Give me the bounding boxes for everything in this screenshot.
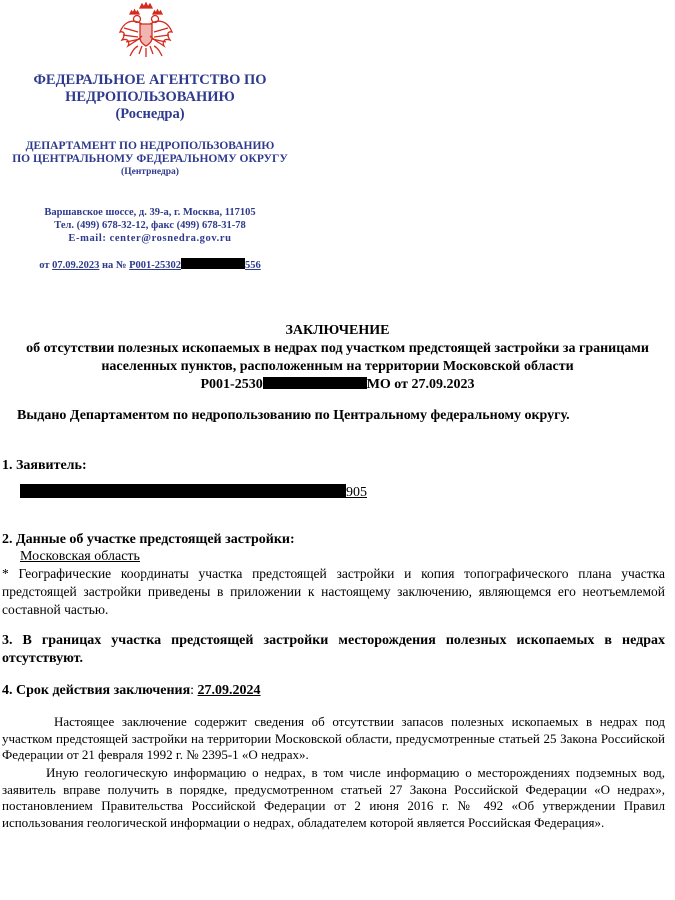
document-number-start: Р001-2530 [200, 377, 263, 392]
issued-by-line: Выдано Департаментом по недропользованию по Центральному федеральному округу. [17, 408, 570, 423]
section-4-line [2, 682, 665, 700]
redaction-bar [20, 484, 346, 498]
document-subtitle-line1: об отсутствии полезных ископаемых в недрах под участком предстоящей застройки за границами [26, 341, 649, 356]
phone-line: Тел. (499) 678-32-12, факс (499) 678-31-78 [54, 220, 246, 231]
applicant-value [20, 484, 675, 502]
ref-number-label: на № [102, 260, 127, 271]
document-number [0, 376, 675, 394]
email-line: E-mail: center@rosnedra.gov.ru [68, 233, 232, 244]
paragraph-legal-basis: Настоящее заключение содержит сведения об отсутствии запасов полезных ископаемых в недрах под участком предстоящей застройки на территории Московской области, предусмотренные статьей 25 Закона Российской Федерации от 21 февраля 1992 г. № 2395-1 «О недрах». [2, 714, 665, 762]
document-title: ЗАКЛЮЧЕНИЕ [285, 323, 390, 338]
department-name-line1: ДЕПАРТАМЕНТ ПО НЕДРОПОЛЬЗОВАНИЮ [25, 140, 275, 152]
coordinates-note: * Географические координаты участка предстоящей застройки и копия топографического плана участка предстоящей застройки приведены в приложении к настоящему заключению, являющемся его неотъемлемой составной частью. [2, 566, 665, 617]
section-2-title: 2. Данные об участке предстоящей застройки: [2, 532, 295, 547]
validity-colon: : [190, 683, 198, 698]
document-title-block [0, 322, 675, 394]
agency-header [0, 72, 300, 123]
agency-short-name: (Роснедра) [115, 106, 185, 122]
site-region: Московская область [20, 549, 140, 564]
address-line: Варшавское шоссе, д. 39-а, г. Москва, 117105 [44, 207, 256, 218]
department-name-line2: ПО ЦЕНТРАЛЬНОМУ ФЕДЕРАЛЬНОМУ ОКРУГУ [12, 153, 288, 165]
applicant-value-end: 905 [346, 485, 367, 500]
section-1-title: 1. Заявитель: [2, 458, 87, 473]
ref-from-label: от [39, 260, 50, 271]
coat-of-arms-emblem [118, 2, 174, 62]
agency-name-line1: ФЕДЕРАЛЬНОЕ АГЕНТСТВО ПО [33, 72, 267, 88]
paragraph-other-info: Иную геологическую информацию о недрах, в том числе информацию о месторождениях подземных вод, заявитель вправе получить в порядке, предусмотренном статьей 27 Закона Российской Федерации «О недрах», постановлением Правительства Российской Федерации от 2 июня 2016 г. № 492 «Об утверждении Правил использования геологической информации о недрах, обладателем которой является Российская Федерация». [2, 765, 665, 830]
redaction-bar [263, 377, 367, 389]
contact-block [0, 206, 300, 245]
document-number-end: МО от 27.09.2023 [366, 377, 475, 392]
agency-name-line2: НЕДРОПОЛЬЗОВАНИЮ [65, 89, 235, 105]
validity-date: 27.09.2024 [197, 683, 261, 698]
reference-line [0, 258, 300, 272]
ref-number [129, 260, 261, 271]
ref-number-end: 556 [245, 260, 261, 271]
redaction-bar [181, 258, 245, 269]
ref-date: 07.09.2023 [52, 260, 100, 271]
department-header [0, 140, 300, 179]
ref-number-start: Р001-25302 [129, 260, 182, 271]
section-3-text: 3. В границах участка предстоящей застройки месторождения полезных ископаемых в недрах отсутствуют. [2, 633, 665, 666]
department-short-name: (Центрнедра) [121, 167, 179, 177]
document-subtitle-line2: населенных пунктов, расположенным на территории Московской области [101, 359, 574, 374]
validity-label: 4. Срок действия заключения [2, 683, 191, 698]
